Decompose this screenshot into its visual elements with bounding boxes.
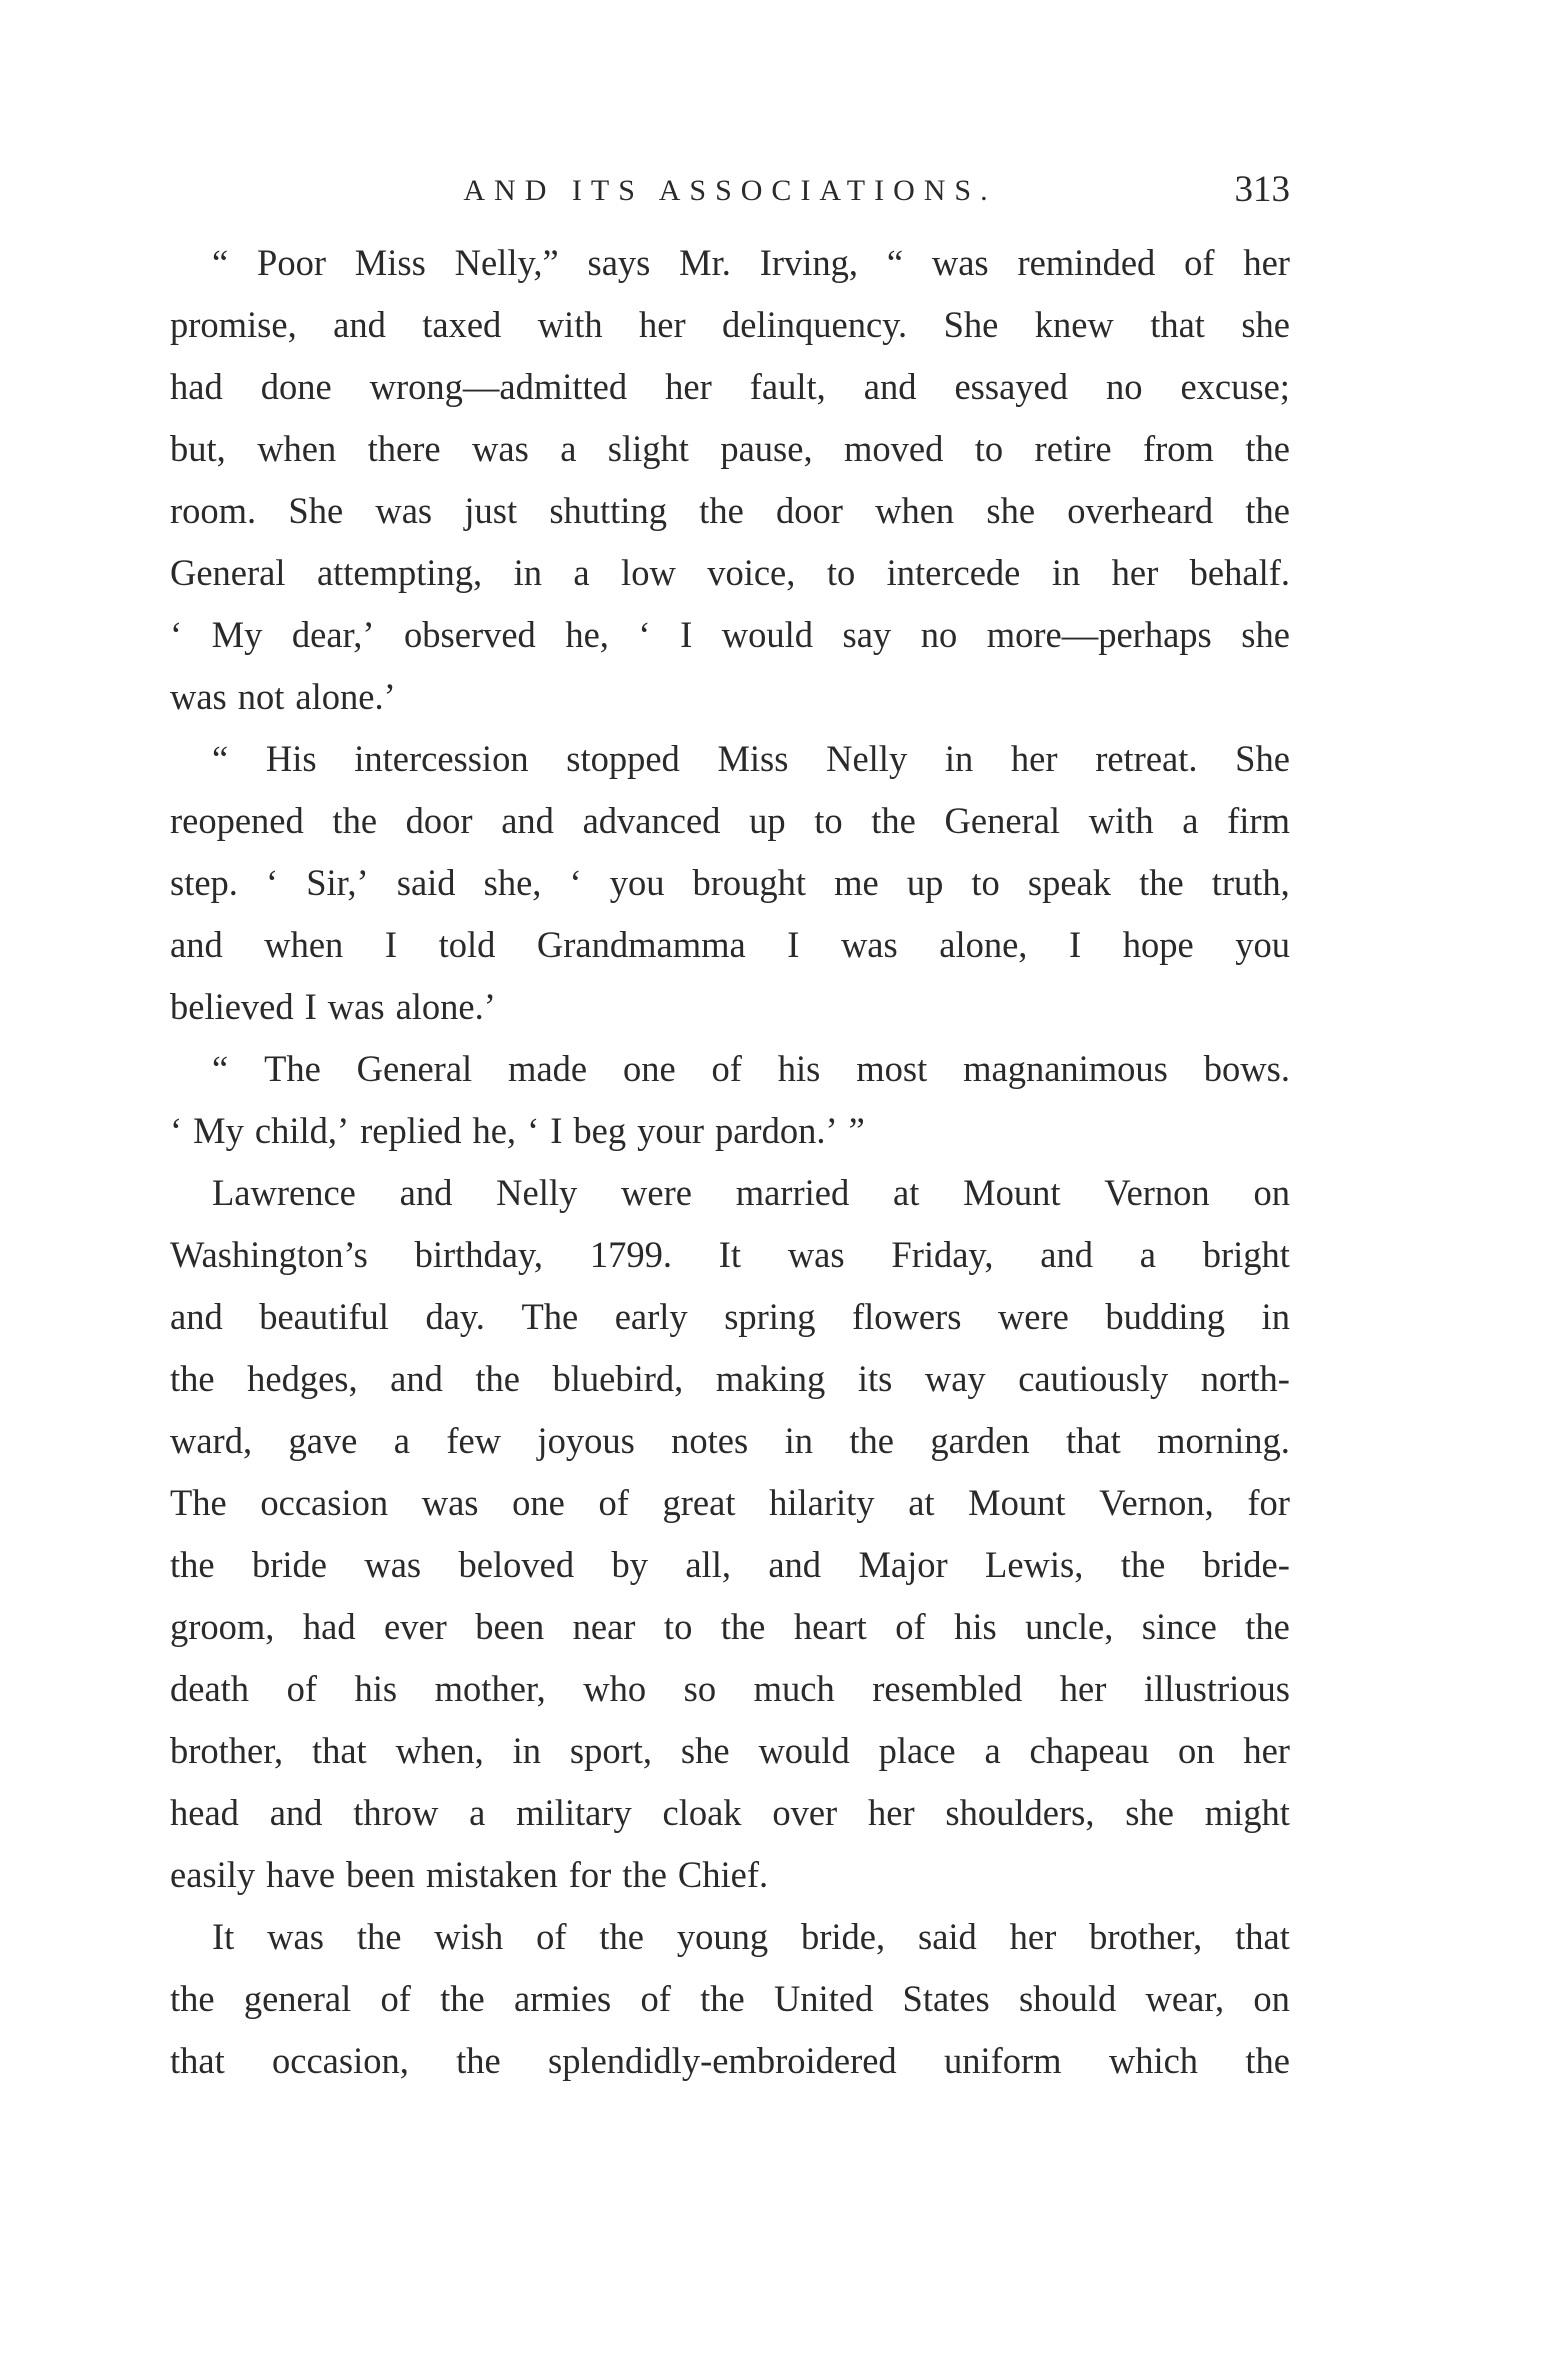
text-line: had done wrong—admitted her fault, and essayed no excuse; (170, 366, 1290, 407)
text-line: but, when there was a slight pause, moved to retire from the (170, 428, 1290, 469)
text-line: ward, gave a few joyous notes in the garden that morning. (170, 1420, 1290, 1461)
text-line: ‘ My dear,’ observed he, ‘ I would say no more—perhaps she (170, 614, 1290, 655)
text-line: promise, and taxed with her delinquency. She knew that she (170, 304, 1290, 345)
text-line: “ His intercession stopped Miss Nelly in her retreat. She (212, 738, 1290, 779)
page-number: 313 (1234, 169, 1290, 210)
body-text (170, 232, 1290, 2092)
text-line: easily have been mistaken for the Chief. (170, 1854, 769, 1895)
text-line: and when I told Grandmamma I was alone, I hope you (170, 924, 1290, 965)
text-line: “ Poor Miss Nelly,” says Mr. Irving, “ was reminded of her (212, 242, 1290, 283)
text-line: room. She was just shutting the door when she overheard the (170, 490, 1290, 531)
text-line: that occasion, the splendidly-embroidered uniform which the (170, 2040, 1290, 2081)
text-line: the hedges, and the bluebird, making its way cautiously north- (170, 1358, 1290, 1399)
text-line: Lawrence and Nelly were married at Mount Vernon on (212, 1172, 1290, 1213)
text-line: death of his mother, who so much resembled her illustrious (170, 1668, 1290, 1709)
running-head-title: AND ITS ASSOCIATIONS. (463, 174, 997, 207)
text-line: ‘ My child,’ replied he, ‘ I beg your pardon.’ ” (170, 1110, 865, 1151)
text-line: It was the wish of the young bride, said her brother, that (212, 1916, 1290, 1957)
text-line: the general of the armies of the United States should wear, on (170, 1978, 1290, 2019)
text-line: and beautiful day. The early spring flowers were budding in (170, 1296, 1290, 1337)
text-line: reopened the door and advanced up to the General with a firm (170, 800, 1290, 841)
text-line: “ The General made one of his most magnanimous bows. (212, 1048, 1290, 1089)
text-line: the bride was beloved by all, and Major Lewis, the bride- (170, 1544, 1290, 1585)
text-line: step. ‘ Sir,’ said she, ‘ you brought me up to speak the truth, (170, 862, 1290, 903)
text-line: head and throw a military cloak over her shoulders, she might (170, 1792, 1290, 1833)
text-line: groom, had ever been near to the heart of his uncle, since the (170, 1606, 1290, 1647)
text-line: brother, that when, in sport, she would place a chapeau on her (170, 1730, 1290, 1771)
text-line: Washington’s birthday, 1799. It was Friday, and a bright (170, 1234, 1290, 1275)
text-line: believed I was alone.’ (170, 986, 496, 1027)
text-line: The occasion was one of great hilarity at Mount Vernon, for (170, 1482, 1290, 1523)
running-head (170, 168, 1290, 218)
text-line: General attempting, in a low voice, to intercede in her behalf. (170, 552, 1290, 593)
text-line: was not alone.’ (170, 676, 396, 717)
